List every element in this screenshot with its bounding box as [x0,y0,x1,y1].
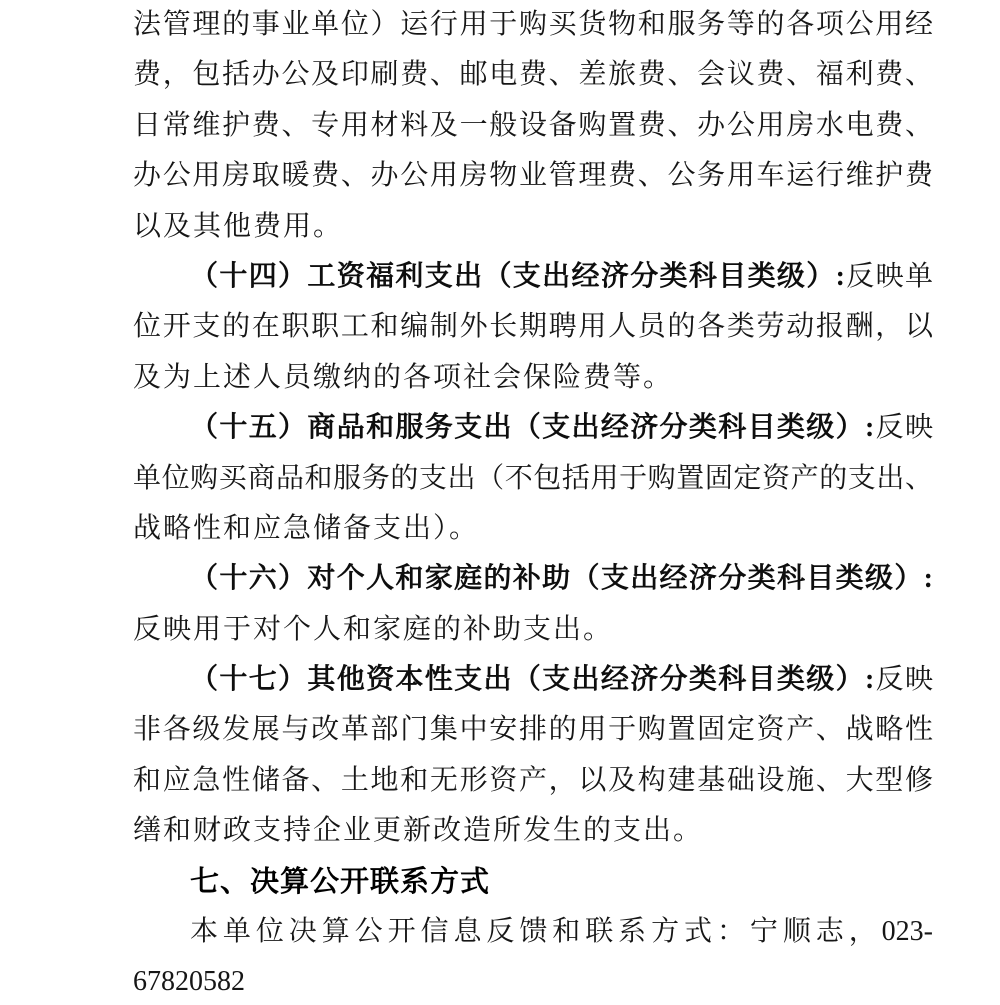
text-line [133,403,933,453]
text-line [133,655,933,705]
text-line [133,50,933,100]
text-line [133,504,933,554]
text-segment: 法管理的事业单位）运行用于购买货物和服务等的各项公用经 [133,9,933,40]
text-line [133,353,933,403]
bold-lead-in: （十六）对个人和家庭的补助（支出经济分类科目类级）: [190,563,933,595]
text-segment: 办公用房取暖费、办公用房物业管理费、公务用车运行维护费 [133,160,933,192]
text-segment: 和应急性储备、土地和无形资产，以及构建基础设施、大型修 [133,764,933,796]
text-line [133,0,933,50]
text-segment: 日常维护费、专用材料及一般设备购置费、办公用房水电费、 [133,109,933,141]
text-line [133,705,933,755]
text-segment: 位开支的在职职工和编制外长期聘用人员的各类劳动报酬，以 [133,311,933,343]
text-segment: 及为上述人员缴纳的各项社会保险费等。 [133,361,674,393]
bold-lead-in: （十五）商品和服务支出（支出经济分类科目类级）: [190,412,875,444]
bold-lead-in: （十四）工资福利支出（支出经济分类科目类级）: [190,260,845,292]
text-segment: 非各级发展与改革部门集中安排的用于购置固定资产、战略性 [133,714,933,746]
document-lines [133,0,933,1005]
text-line [133,957,933,1005]
text-segment: 战略性和应急储备支出）。 [133,512,480,544]
text-line [133,202,933,252]
text-segment: 67820582 [133,966,245,998]
bold-lead-in: （十七）其他资本性支出（支出经济分类科目类级）: [190,664,875,696]
text-line [133,302,933,352]
text-line [133,101,933,151]
text-line [133,907,933,957]
text-segment: 费，包括办公及印刷费、邮电费、差旅费、会议费、福利费、 [133,59,933,91]
text-segment: 反映 [874,664,933,696]
text-segment: 反映 [874,412,933,444]
bold-lead-in: 七、决算公开联系方式 [190,865,491,898]
text-segment: 缮和财政支持企业更新改造所发生的支出。 [133,815,704,847]
text-line [133,756,933,806]
text-line [133,806,933,856]
text-segment: 单位购买商品和服务的支出（不包括用于购置固定资产的支出、 [133,462,933,494]
text-segment: 以及其他费用。 [133,210,344,242]
text-line [133,252,933,302]
text-line [133,605,933,655]
text-segment: 反映单 [844,260,933,292]
text-line [133,151,933,201]
text-segment: 本单位决算公开信息反馈和联系方式：宁顺志，023- [190,916,933,948]
section-heading [133,857,933,907]
text-segment: 反映用于对个人和家庭的补助支出。 [133,613,614,645]
text-line [133,454,933,504]
text-line [133,554,933,604]
